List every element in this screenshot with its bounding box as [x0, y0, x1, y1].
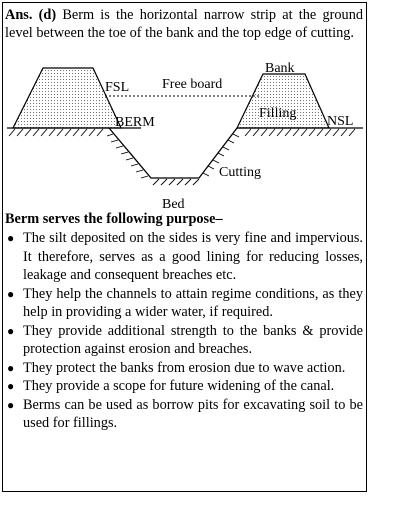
answer-prefix: Ans. (d)	[5, 7, 57, 23]
label-fsl: FSL	[105, 80, 130, 95]
list-item: ● Berms can be used as borrow pits for excavating soil to be used for fillings.	[7, 396, 363, 431]
list-item: ● The silt deposited on the sides is very fine and impervious. It therefore, serves as a good lining for reducing losses, leakage and consequent breaches etc.	[7, 230, 363, 283]
cutting-section	[109, 128, 237, 178]
list-item: ● They protect the banks from erosion due to wave action.	[7, 359, 346, 376]
bullet-icon: ●	[7, 323, 15, 338]
left-bank	[13, 68, 121, 128]
label-nsl: NSL	[327, 114, 354, 129]
list-item: ● They provide additional strength to the banks & provide protection against erosion and breaches.	[7, 322, 363, 357]
bullet-icon: ●	[7, 231, 15, 245]
bullet-icon: ●	[7, 379, 15, 393]
bullet-icon: ●	[7, 397, 15, 412]
label-free-board: Free board	[162, 77, 223, 92]
ground-hatching-left	[9, 129, 103, 136]
cutting-hatching-left	[107, 134, 148, 178]
answer-paragraph	[5, 6, 363, 42]
bed-hatching	[153, 179, 199, 185]
label-berm: BERM	[115, 115, 155, 130]
label-bank: Bank	[265, 61, 295, 76]
list-item: ● They provide a scope for future widening of the canal.	[7, 378, 335, 394]
section-heading: Berm serves the following purpose–	[5, 211, 223, 227]
berm-diagram	[5, 60, 363, 212]
ground-hatching-right	[245, 129, 355, 136]
purpose-list	[5, 229, 363, 433]
label-cutting: Cutting	[219, 165, 262, 180]
bullet-icon: ●	[7, 286, 15, 301]
label-filling: Filling	[259, 106, 297, 121]
list-item: ● They help the channels to attain regime conditions, as they help in providing a wider water, if required.	[7, 285, 363, 320]
label-bed: Bed	[162, 197, 185, 212]
bullet-icon: ●	[7, 360, 15, 375]
answer-text: Berm is the horizontal narrow strip at the ground level between the toe of the bank and the top edge of cutting.	[5, 7, 363, 41]
